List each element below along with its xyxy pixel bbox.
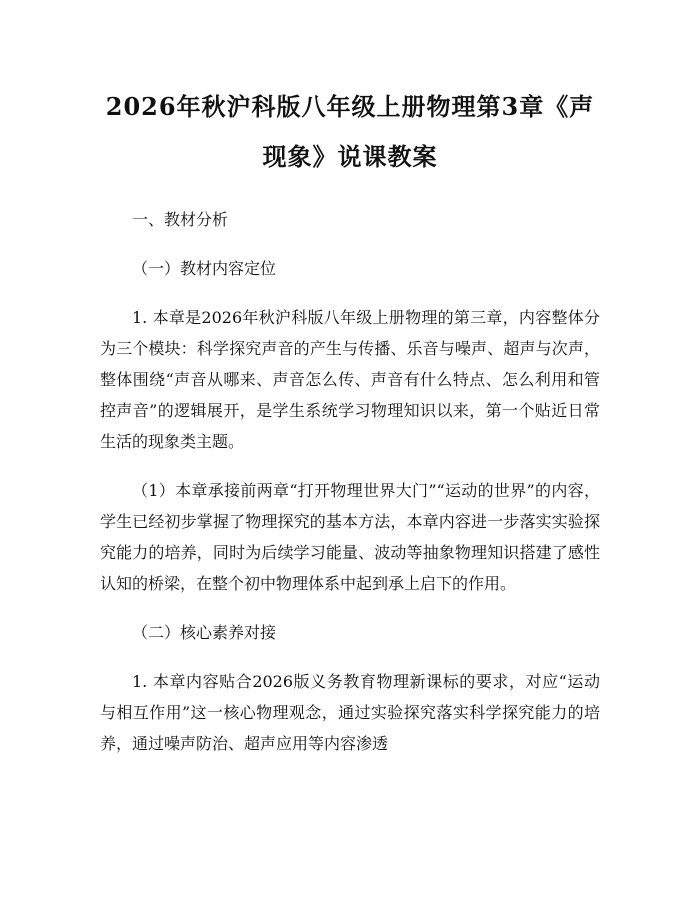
- document-title: [100, 82, 600, 182]
- subsection-heading-core-literacy: （二）核心素养对接: [132, 623, 277, 642]
- subsection-heading-content-positioning: （一）教材内容定位: [132, 259, 277, 278]
- paragraph-chapter-overview: 1. 本章是2026年秋沪科版八年级上册物理的第三章，内容整体分为三个模块：科学探究声音的产生与传播、乐音与噪声、超声与次声，整体围绕“声音从哪来、声音怎么传、声音有什么特点、怎么利用和管控声音”的逻辑展开，是学生系统学习物理知识以来，第一个贴近日常生活的现象类主题。: [100, 308, 600, 451]
- paragraph-chapter-connection: （1）本章承接前两章“打开物理世界大门”“运动的世界”的内容，学生已经初步掌握了物理探究的基本方法，本章内容进一步落实实验探究能力的培养，同时为后续学习能量、波动等抽象物理知识搭建了感性认知的桥梁，在整个初中物理体系中起到承上启下的作用。: [100, 481, 600, 593]
- title-line-1: 2026年秋沪科版八年级上册物理第3章《声: [105, 92, 595, 121]
- paragraph-curriculum-alignment: 1. 本章内容贴合2026版义务教育物理新课标的要求，对应“运动与相互作用”这一核心物理观念，通过实验探究落实科学探究能力的培养，通过噪声防治、超声应用等内容渗透: [100, 672, 600, 753]
- section-heading-textbook-analysis: 一、教材分析: [132, 210, 229, 229]
- document-body: [100, 204, 600, 759]
- title-line-2: 现象》说课教案: [262, 142, 438, 171]
